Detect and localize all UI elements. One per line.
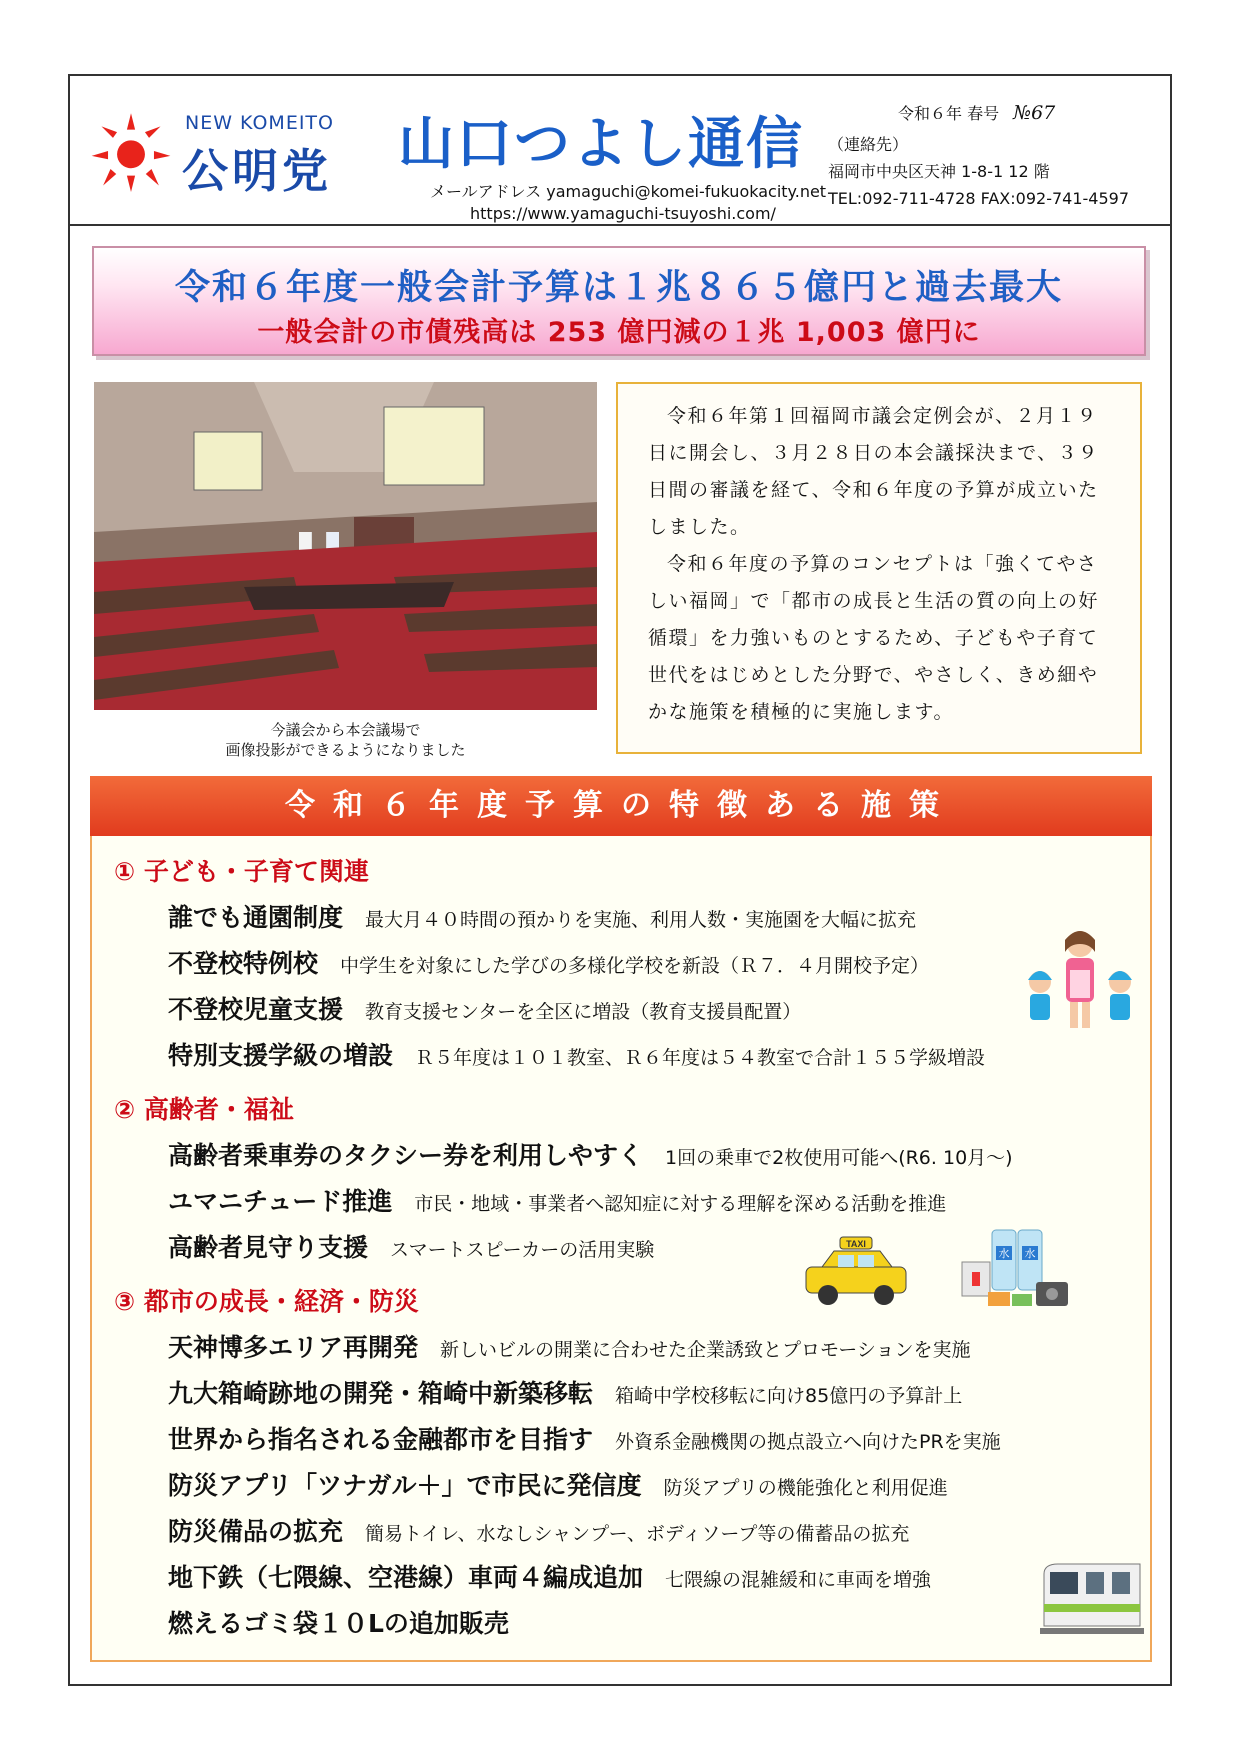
policy-name: 地下鉄（七隈線、空港線）車両４編成追加 (168, 1563, 644, 1592)
taxi-sign-text: TAXI (846, 1239, 866, 1249)
email-address: メールアドレス yamaguchi@komei-fukuokacity.net (430, 182, 827, 201)
policy-item (168, 1512, 909, 1548)
issue-season: 令和６年 春号 (898, 104, 1000, 123)
policy-desc: 新しいビルの開業に合わせた企業誘致とプロモーションを実施 (440, 1339, 971, 1361)
headline-main: 令和６年度一般会計予算は１兆８６５億円と過去最大 (174, 268, 1063, 308)
policy-desc: スマートスピーカーの活用実験 (390, 1239, 655, 1261)
headline-banner (92, 246, 1146, 356)
policy-name: 高齢者見守り支援 (168, 1233, 369, 1262)
contact-label: （連絡先） (828, 135, 909, 154)
policy-item (168, 990, 801, 1026)
policy-item (168, 1036, 985, 1072)
taxi-illustration-icon (800, 1235, 910, 1309)
policy-item (168, 1374, 962, 1410)
policy-item (168, 944, 929, 980)
policy-desc: 1回の乗車で2枚使用可能へ(R6. 10月～) (665, 1147, 1013, 1169)
policy-desc: 七隈線の混雑緩和に車両を増強 (665, 1569, 932, 1591)
policy-item (168, 1420, 1001, 1456)
intro-paragraph-1: 令和６年第１回福岡市議会定例会が、２月１９日に開会し、３月２８日の本会議採決まで、３９日間の審議を経て、令和６年度の予算が成立いたしました。 (648, 405, 1099, 538)
policy-name: 防災備品の拡充 (168, 1517, 344, 1546)
subway-train-illustration-icon (1034, 1560, 1150, 1640)
policy-name: 不登校特例校 (168, 949, 319, 978)
policy-desc: 中学生を対象にした学びの多様化学校を新設（Ｒ７．４月開校予定） (340, 955, 930, 977)
policy-item (168, 1558, 931, 1594)
policy-desc: 箱崎中学校移転に向け85億円の予算計上 (615, 1385, 963, 1407)
policy-name: 不登校児童支援 (168, 995, 344, 1024)
policy-name: 燃えるゴミ袋１０Lの追加販売 (168, 1609, 509, 1638)
category-title-city: ③ 都市の成長・経済・防災 (114, 1287, 419, 1316)
komeito-sun-logo-icon (90, 110, 172, 192)
policy-name: 九大箱崎跡地の開発・箱崎中新築移転 (168, 1379, 594, 1408)
policy-desc: 簡易トイレ、水なしシャンプー、ボディソープ等の備蓄品の拡充 (365, 1523, 910, 1545)
policy-name: 高齢者乗車券のタクシー券を利用しやすく (168, 1141, 644, 1170)
assembly-hall-photo (94, 382, 597, 710)
policy-name: 世界から指名される金融都市を目指す (168, 1425, 594, 1454)
intro-paragraph-2: 令和６年度の予算のコンセプトは「強くてやさしい福岡」で「都市の成長と生活の質の向上の好循環」を力強いものとするため、子どもや子育て世代をはじめとした分野で、やさしく、きめ細やかな施策を積極的に実施します。 (648, 553, 1100, 723)
category-title-elderly: ② 高齢者・福祉 (114, 1095, 294, 1124)
policy-name: 特別支援学級の増設 (168, 1041, 394, 1070)
photo-caption (94, 720, 597, 760)
policy-name: ユマニチュード推進 (168, 1187, 393, 1216)
policy-item (168, 1182, 946, 1218)
category-title-children: ① 子ども・子育て関連 (114, 857, 369, 886)
water-label-text: 水 (998, 1247, 1010, 1260)
policy-desc: Ｒ５年度は１０１教室、Ｒ６年度は５４教室で合計１５５学級増設 (415, 1047, 986, 1069)
intro-box (616, 382, 1142, 754)
headline-sub: 一般会計の市債残高は 253 億円減の１兆 1,003 億円に (257, 317, 981, 348)
policy-desc: 防災アプリの機能強化と利用促進 (663, 1477, 948, 1499)
photo-caption-line2: 画像投影ができるようになりました (225, 741, 466, 759)
policy-item (168, 1604, 531, 1640)
issue-info (898, 101, 1055, 124)
policy-item (168, 1228, 654, 1264)
policy-desc: 市民・地域・事業者へ認知症に対する理解を深める活動を推進 (414, 1193, 947, 1215)
policy-desc: 教育支援センターを全区に増設（教育支援員配置） (365, 1001, 802, 1023)
header-divider (68, 224, 1172, 226)
contact-address: 福岡市中央区天神 1-8-1 12 階 (828, 162, 1050, 181)
newsletter-title: 山口つよし通信 (398, 112, 804, 177)
policy-desc: 最大月４０時間の預かりを実施、利用人数・実施園を大幅に拡充 (365, 909, 917, 931)
photo-caption-line1: 今議会から本会議場で (270, 721, 421, 739)
party-name-english: NEW KOMEITO (185, 112, 334, 134)
teacher-with-children-illustration-icon (1018, 924, 1142, 1038)
water-label-text: 水 (1024, 1247, 1036, 1260)
policy-item (168, 1136, 1013, 1172)
policy-section-heading: 令和６年度予算の特徴ある施策 (90, 776, 1152, 836)
policy-name: 防災アプリ「ツナガル＋」で市民に発信度 (168, 1471, 642, 1500)
policy-name: 誰でも通園制度 (168, 903, 344, 932)
policy-name: 天神博多エリア再開発 (168, 1333, 419, 1362)
policy-desc: 外資系金融機関の拠点設立へ向けたPRを実施 (615, 1431, 1001, 1453)
party-name-japanese: 公明党 (182, 144, 332, 198)
contact-block (828, 131, 1129, 212)
policy-item (168, 1466, 948, 1502)
contact-phone: TEL:092-711-4728 FAX:092-741-4597 (828, 189, 1129, 208)
policy-item (168, 1328, 971, 1364)
issue-number: №67 (1013, 102, 1056, 124)
policy-item (168, 898, 916, 934)
website-url[interactable]: https://www.yamaguchi-tsuyoshi.com/ (470, 204, 776, 223)
emergency-supplies-illustration-icon (958, 1222, 1070, 1314)
